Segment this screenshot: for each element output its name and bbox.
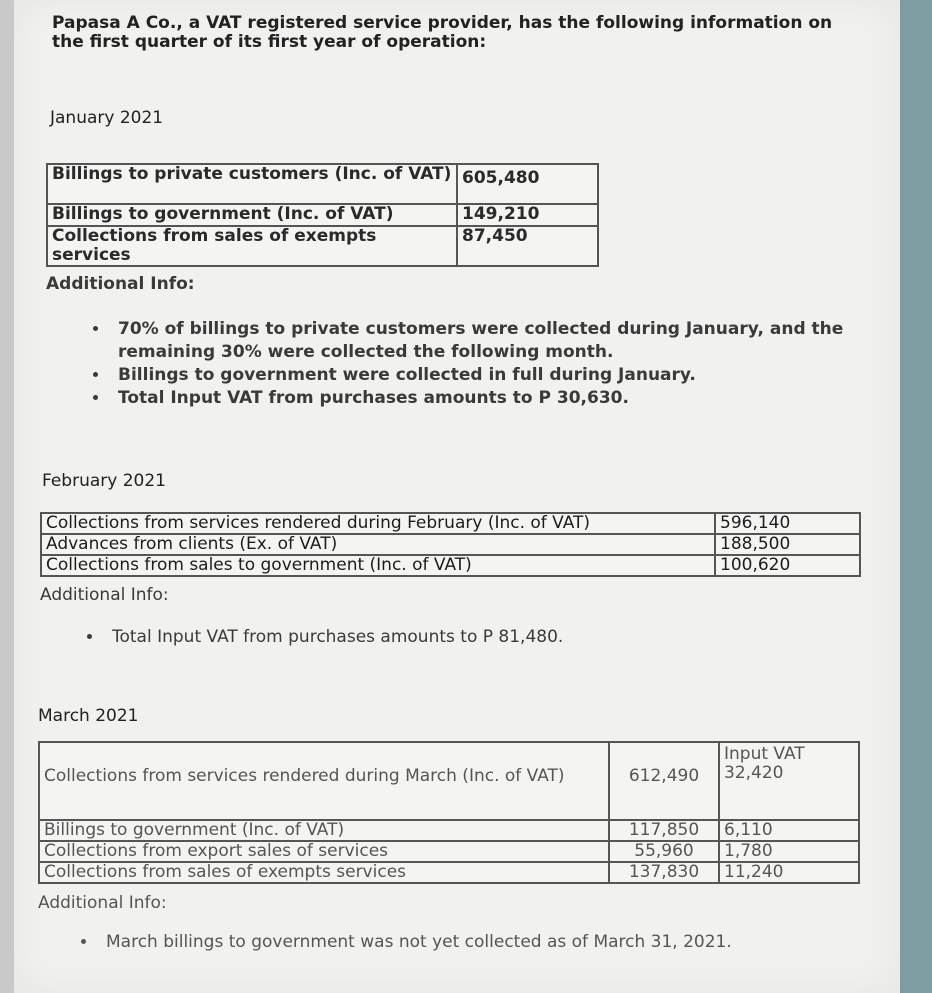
table-row <box>41 513 860 534</box>
list-item: • Total Input VAT from purchases amounts to P 81,480. <box>104 626 852 649</box>
march-row-label: Collections from services rendered during March (Inc. of VAT) <box>39 742 609 820</box>
march-heading: March 2021 <box>38 706 139 726</box>
table-row <box>39 841 859 862</box>
march-row-label: Collections from sales of exempts services <box>39 862 609 883</box>
march-additional-info-label: Additional Info: <box>38 893 167 913</box>
list-item: • March billings to government was not yet collected as of March 31, 2021. <box>98 931 866 954</box>
table-row <box>39 820 859 841</box>
table-row <box>41 534 860 555</box>
table-row <box>47 164 598 204</box>
january-additional-info-label: Additional Info: <box>46 274 195 294</box>
table-row <box>39 742 859 820</box>
february-row-amount: 100,620 <box>715 555 860 576</box>
list-item: • Total Input VAT from purchases amounts to P 30,630. <box>110 387 858 410</box>
february-row-label: Collections from services rendered during February (Inc. of VAT) <box>41 513 715 534</box>
list-item: • Billings to government were collected in full during January. <box>110 364 858 387</box>
background-edge <box>900 0 932 993</box>
table-row <box>47 204 598 226</box>
march-row-vat: 11,240 <box>719 862 859 883</box>
march-bullets <box>76 931 866 954</box>
march-row-vat: 32,420 <box>724 763 784 783</box>
january-row-label: Billings to government (Inc. of VAT) <box>47 204 457 226</box>
february-row-label: Advances from clients (Ex. of VAT) <box>41 534 715 555</box>
table-row <box>47 226 598 266</box>
february-row-amount: 596,140 <box>715 513 860 534</box>
february-row-label: Collections from sales to government (Inc. of VAT) <box>41 555 715 576</box>
march-row-vat: 6,110 <box>719 820 859 841</box>
january-table <box>46 163 599 267</box>
february-bullets <box>82 626 852 649</box>
february-row-amount: 188,500 <box>715 534 860 555</box>
march-row-amount: 117,850 <box>609 820 719 841</box>
march-row-amount: 612,490 <box>609 742 719 820</box>
february-additional-info-label: Additional Info: <box>40 585 169 605</box>
january-row-amount: 605,480 <box>457 164 598 204</box>
january-row-amount: 149,210 <box>457 204 598 226</box>
march-row-label: Collections from export sales of services <box>39 841 609 862</box>
january-row-label: Billings to private customers (Inc. of VAT) <box>47 164 457 204</box>
march-row-label: Billings to government (Inc. of VAT) <box>39 820 609 841</box>
february-heading: February 2021 <box>42 471 166 491</box>
march-row-amount: 137,830 <box>609 862 719 883</box>
table-row <box>41 555 860 576</box>
input-vat-header: Input VAT <box>724 744 805 764</box>
list-item: • 70% of billings to private customers were collected during January, and the remaining 30% were collected the following month. <box>110 318 858 364</box>
march-row-vat: 1,780 <box>719 841 859 862</box>
march-row-amount: 55,960 <box>609 841 719 862</box>
february-table <box>40 512 861 577</box>
march-table <box>38 741 860 884</box>
table-row <box>39 862 859 883</box>
january-bullets <box>88 318 858 410</box>
january-row-label: Collections from sales of exempts services <box>47 226 457 266</box>
january-row-amount: 87,450 <box>457 226 598 266</box>
intro-text: Papasa A Co., a VAT registered service provider, has the following information on the first quarter of its first year of operation: <box>52 13 833 52</box>
january-heading: January 2021 <box>50 108 164 128</box>
